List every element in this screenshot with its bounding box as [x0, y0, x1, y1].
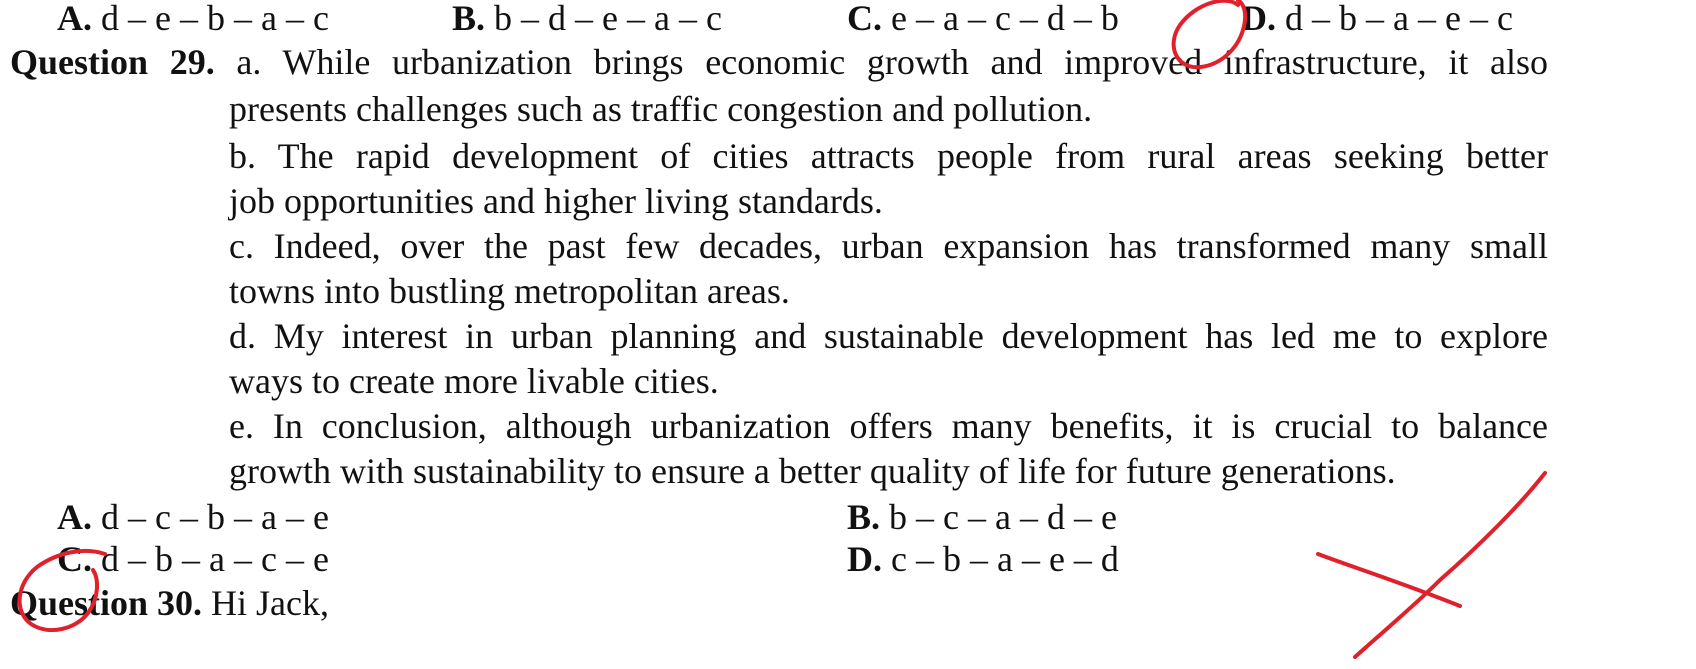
sentence-d-line1: d. My interest in urban planning and sustainable development has led me to explore: [229, 316, 1548, 356]
cross-mark-slash: [1355, 473, 1545, 657]
question-29-line-a1: [10, 42, 1548, 82]
sentence-a-line2: presents challenges such as traffic congestion and pollution.: [229, 89, 1093, 129]
prev-option-b: [452, 0, 722, 38]
option-text: d – b – a – e – c: [1285, 0, 1513, 38]
option-text: b – d – e – a – c: [494, 0, 722, 38]
sentence-c-line2: towns into bustling metropolitan areas.: [229, 271, 790, 311]
prev-option-a: [57, 0, 329, 38]
question-30: [10, 583, 329, 623]
sentence-b-line1: b. The rapid development of cities attracts people from rural areas seeking better: [229, 136, 1548, 176]
option-label: D.: [847, 539, 882, 579]
sentence-c-line1: c. Indeed, over the past few decades, urban expansion has transformed many small: [229, 226, 1548, 266]
option-label: C.: [847, 0, 882, 38]
option-label: B.: [452, 0, 486, 38]
sentence-b-line2: job opportunities and higher living standards.: [229, 181, 883, 221]
prev-option-d: [1241, 0, 1513, 38]
option-label: A.: [57, 0, 92, 38]
sentence-d-line2: ways to create more livable cities.: [229, 361, 719, 401]
sentence-a-line1: a. While urbanization brings economic growth and improved infrastructure, it also: [236, 42, 1548, 82]
question-number: Question 29.: [10, 42, 215, 82]
question-number: Question 30.: [10, 583, 203, 623]
option-label: A.: [57, 497, 92, 537]
cross-mark-stroke: [1318, 554, 1460, 606]
q29-option-c: [57, 539, 329, 579]
option-label: B.: [847, 497, 881, 537]
option-text: d – c – b – a – e: [101, 497, 329, 537]
question-30-text: Hi Jack,: [211, 583, 329, 623]
q29-option-b: [847, 497, 1117, 537]
sentence-e-line1: e. In conclusion, although urbanization offers many benefits, it is crucial to balance: [229, 406, 1548, 446]
option-text: c – b – a – e – d: [891, 539, 1119, 579]
option-text: d – e – b – a – c: [101, 0, 329, 38]
option-text: e – a – c – d – b: [891, 0, 1119, 38]
q29-option-a: [57, 497, 329, 537]
option-text: d – b – a – c – e: [101, 539, 329, 579]
option-text: b – c – a – d – e: [889, 497, 1117, 537]
sentence-e-line2: growth with sustainability to ensure a better quality of life for future generations.: [229, 451, 1396, 491]
option-label: C.: [57, 539, 92, 579]
q29-option-d: [847, 539, 1119, 579]
prev-option-c: [847, 0, 1119, 38]
option-label: D.: [1241, 0, 1276, 38]
